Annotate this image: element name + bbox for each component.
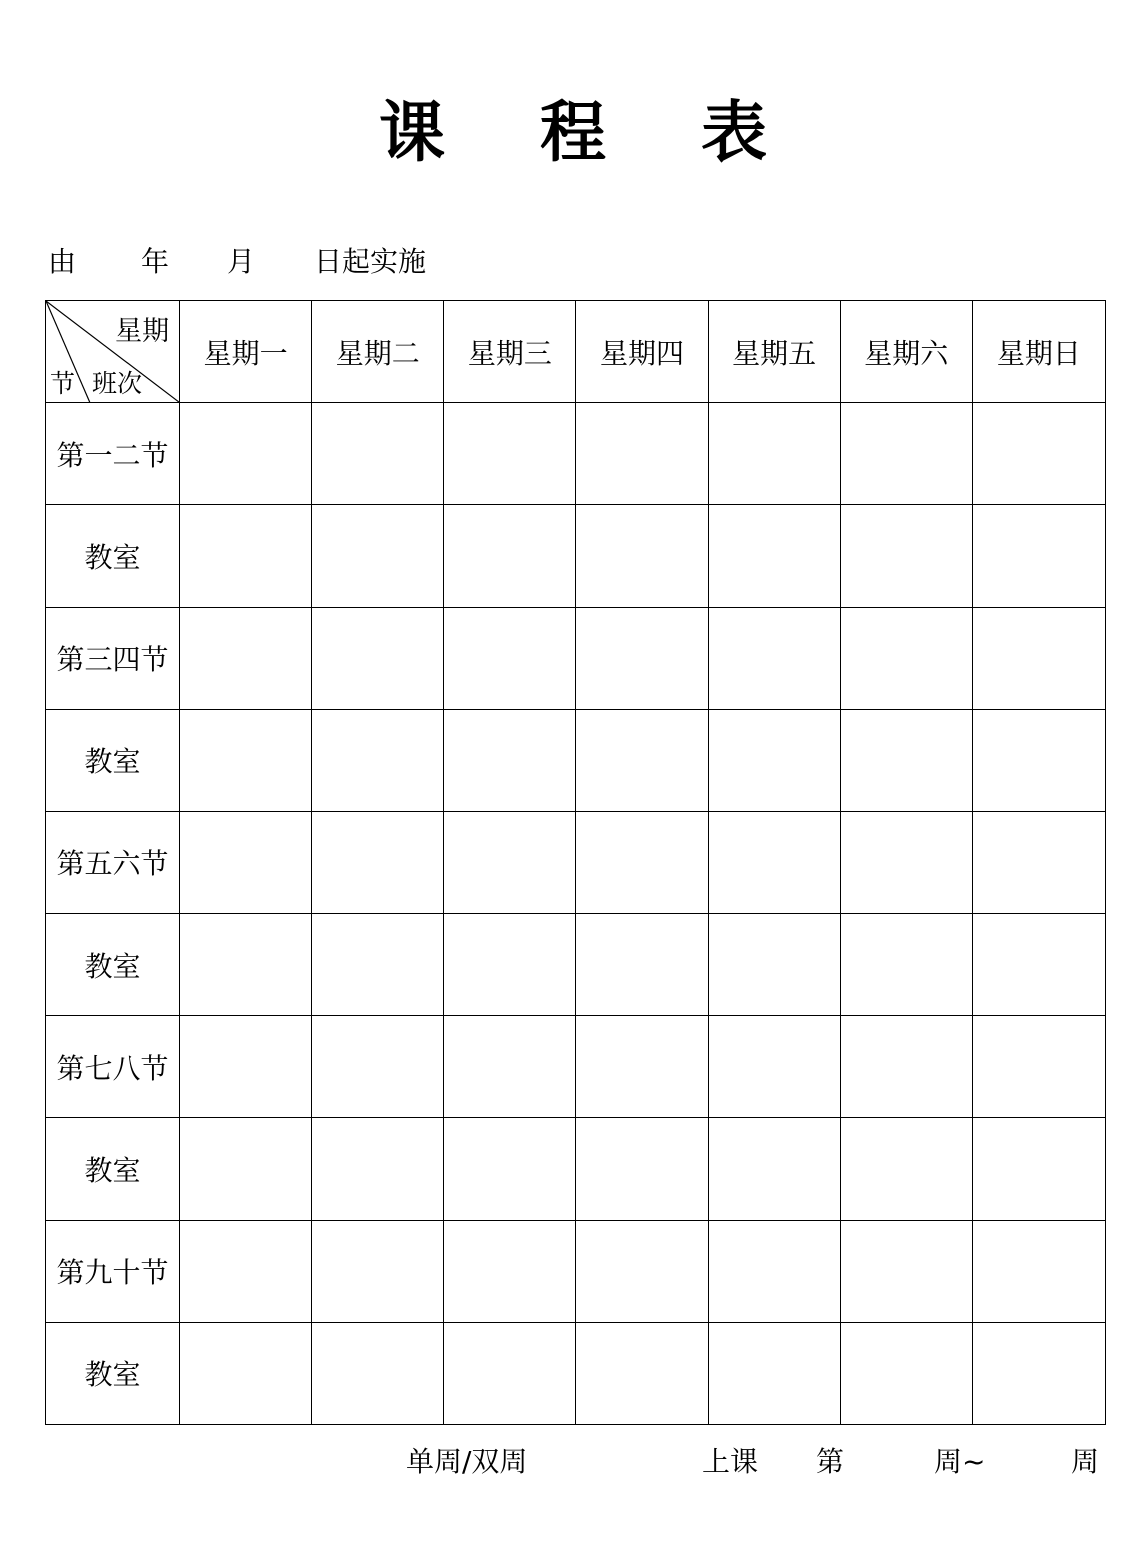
header-row (46, 301, 1106, 403)
table-row (46, 1016, 1106, 1118)
schedule-cell[interactable] (312, 607, 444, 709)
since-suffix: 日起实施 (314, 245, 427, 278)
row-label: 第七八节 (46, 1016, 180, 1118)
schedule-cell[interactable] (708, 1118, 840, 1220)
schedule-cell[interactable] (840, 505, 972, 607)
schedule-cell[interactable] (840, 709, 972, 811)
schedule-cell[interactable] (312, 1016, 444, 1118)
weekday-header: 星期四 (576, 301, 708, 403)
table-row (46, 709, 1106, 811)
schedule-cell[interactable] (840, 607, 972, 709)
since-month-label: 月 (227, 245, 256, 278)
schedule-cell[interactable] (312, 811, 444, 913)
schedule-cell[interactable] (840, 1016, 972, 1118)
weekday-header: 星期五 (708, 301, 840, 403)
schedule-cell[interactable] (972, 914, 1105, 1016)
schedule-cell[interactable] (444, 914, 576, 1016)
schedule-cell[interactable] (576, 1322, 708, 1424)
row-label: 第一二节 (46, 403, 180, 505)
row-label: 教室 (46, 1118, 180, 1220)
schedule-cell[interactable] (840, 1220, 972, 1322)
schedule-cell[interactable] (180, 709, 312, 811)
schedule-cell[interactable] (972, 505, 1105, 607)
schedule-cell[interactable] (576, 607, 708, 709)
schedule-cell[interactable] (312, 1322, 444, 1424)
schedule-cell[interactable] (708, 607, 840, 709)
schedule-cell[interactable] (180, 1118, 312, 1220)
week-type-label: 单周/双周 (406, 1445, 528, 1478)
schedule-cell[interactable] (708, 1016, 840, 1118)
schedule-cell[interactable] (708, 914, 840, 1016)
weekday-header: 星期一 (180, 301, 312, 403)
weekday-header: 星期二 (312, 301, 444, 403)
row-label: 第九十节 (46, 1220, 180, 1322)
schedule-cell[interactable] (312, 1118, 444, 1220)
row-label: 第五六节 (46, 811, 180, 913)
corner-class-label: 班次 (92, 369, 143, 399)
nth-label: 第 (816, 1445, 845, 1478)
title-char-2: 程 (540, 94, 606, 171)
schedule-cell[interactable] (972, 1220, 1105, 1322)
schedule-cell[interactable] (576, 1016, 708, 1118)
week-from-label: 周~ (934, 1445, 986, 1478)
schedule-cell[interactable] (972, 1118, 1105, 1220)
title-char-3: 表 (701, 94, 767, 171)
class-label: 上课 (702, 1445, 759, 1478)
table-row (46, 811, 1106, 913)
schedule-cell[interactable] (444, 1016, 576, 1118)
schedule-cell[interactable] (840, 1322, 972, 1424)
title-char-1: 课 (379, 94, 445, 171)
table-row (46, 505, 1106, 607)
page-title (0, 88, 1146, 178)
corner-weekday-label: 星期 (115, 316, 170, 347)
schedule-cell[interactable] (708, 709, 840, 811)
schedule-cell[interactable] (972, 811, 1105, 913)
schedule-cell[interactable] (180, 811, 312, 913)
schedule-cell[interactable] (180, 1220, 312, 1322)
schedule-cell[interactable] (840, 1118, 972, 1220)
corner-cell (46, 301, 180, 403)
schedule-cell[interactable] (180, 505, 312, 607)
weekday-header: 星期三 (444, 301, 576, 403)
weekday-header: 星期日 (972, 301, 1105, 403)
table-row (46, 1322, 1106, 1424)
table-row (46, 607, 1106, 709)
row-label: 第三四节 (46, 607, 180, 709)
row-label: 教室 (46, 709, 180, 811)
table-row (46, 1118, 1106, 1220)
table-row (46, 1220, 1106, 1322)
schedule-cell[interactable] (576, 709, 708, 811)
schedule-cell[interactable] (840, 403, 972, 505)
schedule-cell[interactable] (180, 403, 312, 505)
row-label: 教室 (46, 914, 180, 1016)
schedule-cell[interactable] (972, 1322, 1105, 1424)
schedule-cell[interactable] (708, 1322, 840, 1424)
schedule-cell[interactable] (444, 403, 576, 505)
schedule-cell[interactable] (444, 607, 576, 709)
schedule-cell[interactable] (312, 505, 444, 607)
schedule-cell[interactable] (972, 403, 1105, 505)
schedule-cell[interactable] (708, 403, 840, 505)
schedule-cell[interactable] (576, 914, 708, 1016)
schedule-cell[interactable] (312, 1220, 444, 1322)
row-label: 教室 (46, 505, 180, 607)
table-row (46, 914, 1106, 1016)
corner-period-label: 节 (50, 369, 76, 399)
since-year-label: 年 (141, 245, 170, 278)
schedule-cell[interactable] (972, 1016, 1105, 1118)
schedule-cell[interactable] (444, 1322, 576, 1424)
table-row (46, 403, 1106, 505)
since-prefix: 由 (48, 245, 77, 278)
schedule-cell[interactable] (972, 709, 1105, 811)
schedule-cell[interactable] (576, 1118, 708, 1220)
schedule-cell[interactable] (840, 811, 972, 913)
schedule-cell[interactable] (444, 505, 576, 607)
week-to-label: 周 (1071, 1445, 1100, 1478)
schedule-cell[interactable] (180, 1322, 312, 1424)
schedule-cell[interactable] (708, 1220, 840, 1322)
schedule-cell[interactable] (444, 811, 576, 913)
schedule-cell[interactable] (444, 1220, 576, 1322)
schedule-cell[interactable] (972, 607, 1105, 709)
schedule-cell[interactable] (708, 811, 840, 913)
schedule-cell[interactable] (576, 1220, 708, 1322)
schedule-cell[interactable] (444, 1118, 576, 1220)
schedule-cell[interactable] (576, 505, 708, 607)
schedule-table (45, 300, 1106, 1425)
schedule-cell[interactable] (180, 607, 312, 709)
weekday-header: 星期六 (840, 301, 972, 403)
schedule-cell[interactable] (312, 914, 444, 1016)
row-label: 教室 (46, 1322, 180, 1424)
schedule-cell[interactable] (312, 709, 444, 811)
schedule-cell[interactable] (180, 914, 312, 1016)
schedule-cell[interactable] (444, 709, 576, 811)
schedule-cell[interactable] (576, 811, 708, 913)
schedule-cell[interactable] (576, 403, 708, 505)
schedule-cell[interactable] (180, 1016, 312, 1118)
schedule-cell[interactable] (708, 505, 840, 607)
schedule-cell[interactable] (312, 403, 444, 505)
schedule-cell[interactable] (840, 914, 972, 1016)
